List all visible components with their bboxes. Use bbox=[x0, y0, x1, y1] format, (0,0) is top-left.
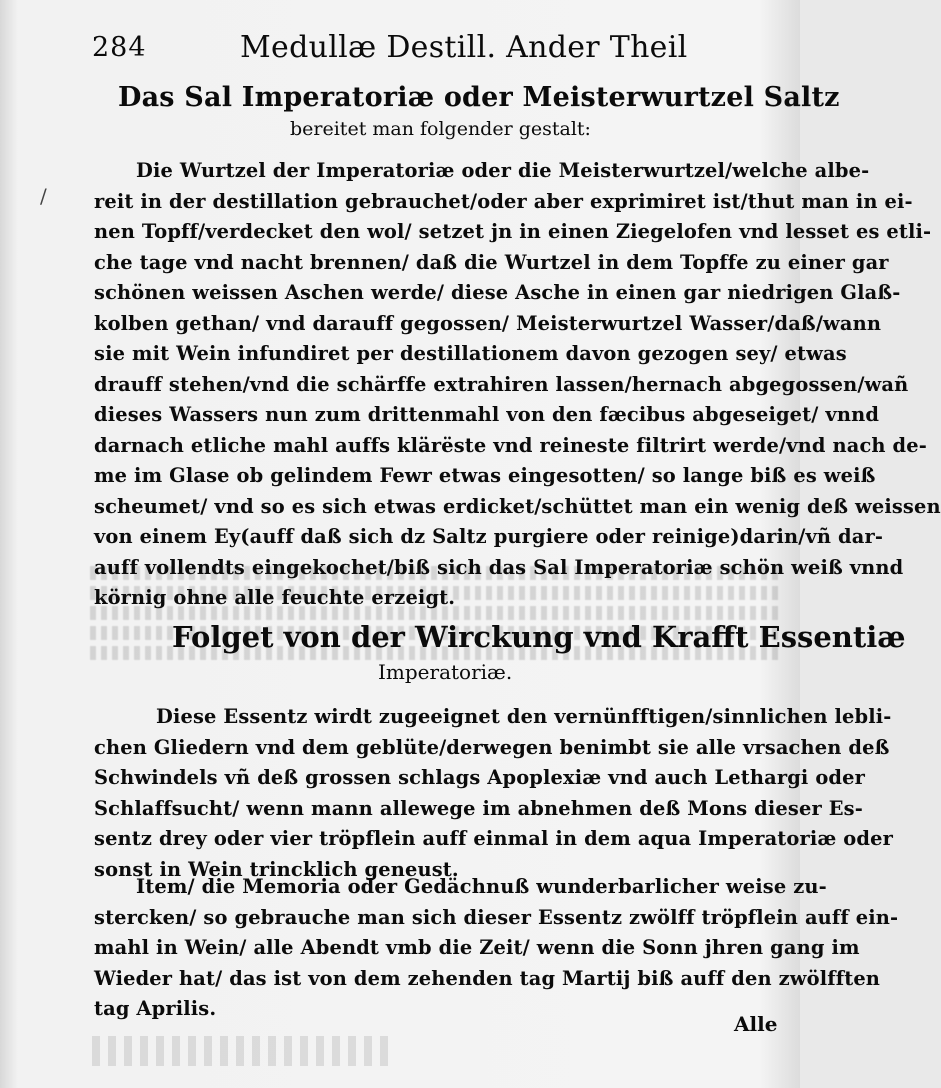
section-2-title: Folget von der Wirckung vnd Krafft Essentiæ bbox=[172, 620, 906, 654]
section-2-subtitle: Imperatoriæ. bbox=[378, 660, 513, 684]
section-2-paragraph-2 bbox=[94, 872, 899, 1025]
text-line: schönen weissen Aschen werde/ diese Asche in einen gar niedrigen Glaß- bbox=[94, 281, 901, 304]
text-line: mahl in Wein/ alle Abendt vmb die Zeit/ wenn die Sonn jhren gang im bbox=[94, 936, 860, 959]
text-line: Schlaffsucht/ wenn mann allewege im abnehmen deß Mons dieser Es- bbox=[94, 796, 863, 820]
section-1-subtitle: bereitet man folgender gestalt: bbox=[290, 118, 591, 140]
text-line: auff vollendts eingekochet/biß sich das Sal Imperatoriæ schön weiß vnnd bbox=[94, 555, 904, 579]
text-line: Wieder hat/ das ist von dem zehenden tag Martij biß auff den zwölfften bbox=[94, 966, 881, 990]
text-line: stercken/ so gebrauche man sich dieser Essentz zwölff tröpflein auff ein- bbox=[94, 905, 899, 929]
text-line: chen Gliedern vnd dem geblüte/derwegen benimbt sie alle vrsachen deß bbox=[94, 735, 890, 759]
running-head: Medullæ Destill. Ander Theil bbox=[240, 30, 688, 65]
text-line: kolben gethan/ vnd darauff gegossen/ Meisterwurtzel Wasser/daß/wann bbox=[94, 311, 882, 335]
section-1-body bbox=[94, 156, 941, 614]
text-line: tag Aprilis. bbox=[94, 997, 217, 1020]
page-header bbox=[92, 28, 692, 70]
text-line: Die Wurtzel der Imperatoriæ oder die Meisterwurtzel/welche albe- bbox=[136, 159, 870, 182]
page-number: 284 bbox=[92, 32, 147, 63]
text-line: von einem Ey(auff daß sich dz Saltz purgiere oder reinige)darin/vñ dar- bbox=[94, 525, 884, 548]
text-line: scheumet/ vnd so es sich etwas erdicket/schüttet man ein wenig deß weissen bbox=[94, 494, 941, 518]
text-line: Schwindels vñ deß grossen schlags Apoplexiæ vnd auch Lethargi oder bbox=[94, 766, 865, 789]
text-line: körnig ohne alle feuchte erzeigt. bbox=[94, 586, 456, 609]
text-line: sie mit Wein infundiret per destillationem davon gezogen sey/ etwas bbox=[94, 342, 847, 365]
section-2-paragraph-1 bbox=[94, 702, 893, 885]
text-line: me im Glase ob gelindem Fewr etwas eingesotten/ so lange biß es weiß bbox=[94, 464, 876, 487]
text-line: dieses Wassers nun zum drittenmahl von den fæcibus abgeseiget/ vnnd bbox=[94, 403, 880, 426]
text-line: sentz drey oder vier tröpflein auff einmal in dem aqua Imperatoriæ oder bbox=[94, 827, 893, 850]
text-line: Diese Essentz wirdt zugeeignet den vernünfftigen/sinnlichen lebli- bbox=[156, 705, 892, 728]
text-line: sonst in Wein trincklich geneust. bbox=[94, 857, 459, 881]
text-line: Item/ die Memoria oder Gedächnuß wunderbarlicher weise zu- bbox=[136, 875, 827, 898]
text-line: drauff stehen/vnd die schärffe extrahiren lassen/hernach abgegossen/wañ bbox=[94, 372, 909, 396]
text-line: darnach etliche mahl auffs klärëste vnd reineste filtrirt werde/vnd nach de- bbox=[94, 433, 927, 457]
margin-mark: / bbox=[40, 184, 47, 208]
text-line: che tage vnd nacht brennen/ daß die Wurtzel in dem Topffe zu einer gar bbox=[94, 250, 889, 274]
section-1-title: Das Sal Imperatoriæ oder Meisterwurtzel Saltz bbox=[118, 82, 840, 113]
catchword: Alle bbox=[734, 1012, 778, 1036]
text-line: reit in der destillation gebrauchet/oder aber exprimiret ist/thut man in ei- bbox=[94, 189, 913, 213]
text-line: nen Topff/verdecket den wol/ setzet jn in einen Ziegelofen vnd lesset es etli- bbox=[94, 220, 932, 243]
bleed-through-texture-bottom bbox=[92, 1036, 392, 1066]
